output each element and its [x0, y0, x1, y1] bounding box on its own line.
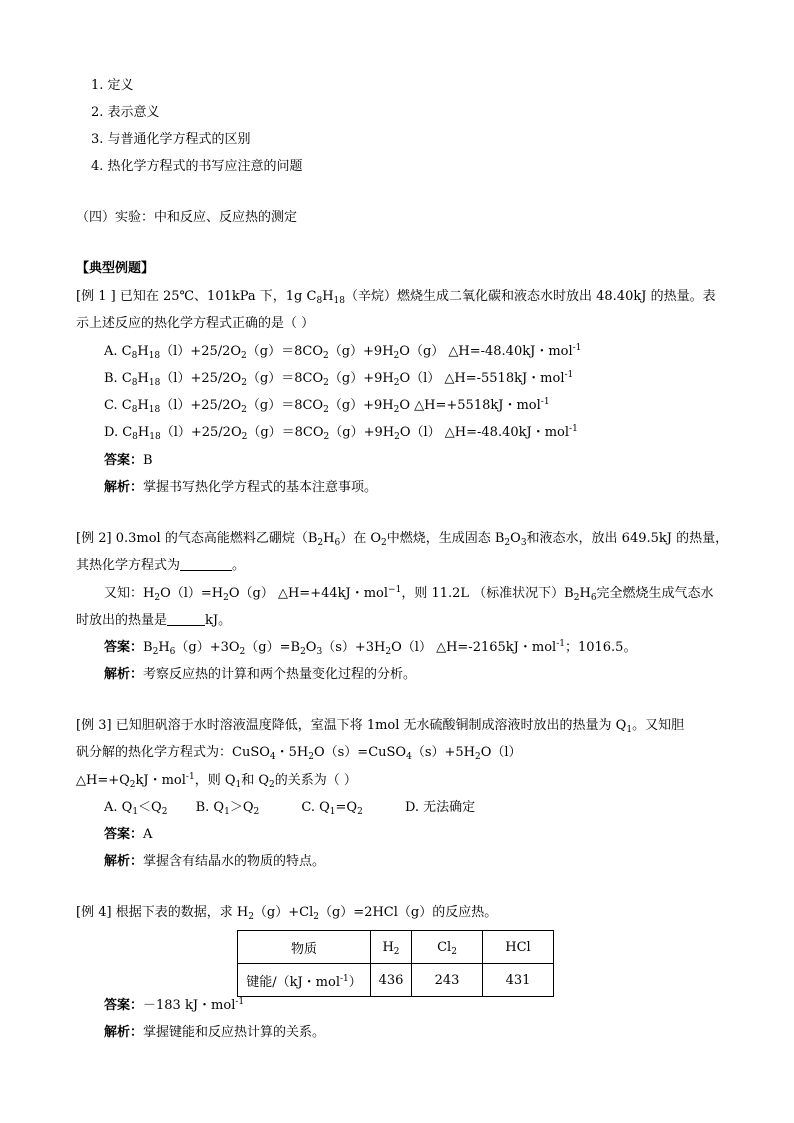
ex2-answer: 答案：$B_2H_6(g)+3O_2(g)=B_2O_3(s)+3H_2O(l)$ △H=-2165kJ・mol$^{-1}$；1016.5。 — [104, 639, 637, 657]
ex3-question-line1: [例 3] 已知胆矾溶于水时溶液温度降低，室温下将 1mol 无水硫酸铜制成溶液时放出的热量为 $Q_1$。又知胆 — [76, 718, 685, 735]
ex2-known: 又知：$H_2O(l)=H_2O(g)$ △H=+44kJ・mol$^{-1}$，则 11.2L （标准状况下）$B_2H_6$完全燃烧生成气态水 — [104, 585, 714, 603]
ex4-answer: 答案：－183 kJ・mol$^{-1}$ — [104, 997, 245, 1013]
bond-energy-table — [237, 930, 554, 997]
ex1-option-b: B. $C_8H_{18}(l)+25/2O_2(g)=8CO_2(g)+9H_2O(l)$ △H=-5518kJ・mol$^{-1}$ — [104, 370, 574, 388]
table-row-label: 键能/（kJ・mol$^{-1}$） — [238, 964, 371, 997]
table-cell-h2: 436 — [371, 964, 412, 997]
section-heading: （四）实验：中和反应、反应热的测定 — [76, 210, 298, 225]
ex1-question-line2: 示上述反应的热化学方程式正确的是（ ） — [76, 316, 315, 331]
ex1-option-c: C. $C_8H_{18}(l)+25/2O_2(g)=8CO_2(g)+9H_2O$ △H=+5518kJ・mol$^{-1}$ — [104, 397, 550, 415]
ex1-label: [例 1 ] — [76, 289, 116, 304]
outline-item-4: 4. 热化学方程式的书写应注意的问题 — [91, 159, 303, 174]
table-cell-hcl: 431 — [483, 964, 554, 997]
ex1-text: 已知在 25℃、101kPa 下，1g C — [119, 289, 317, 304]
ex3-options: A. $Q_1<Q_2$ B. $Q_1>Q_2$ C. $Q_1=Q_2$ D. 无法确定 — [104, 800, 476, 817]
answer-blank — [167, 611, 205, 626]
ex1-analysis: 解析：掌握书写热化学方程式的基本注意事项。 — [104, 480, 378, 495]
table-header-h2: $H_2$ — [371, 931, 412, 964]
ex3-analysis: 解析：掌握含有结晶水的物质的特点。 — [104, 854, 326, 869]
ex4-question: [例 4] 根据下表的数据，求 $H_2(g)+Cl_2(g)=2HCl(g)$的反应热。 — [76, 905, 498, 922]
table-cell-cl2: 243 — [412, 964, 483, 997]
ex2-question-line4: 时放出的热量是 kJ。 — [76, 613, 232, 628]
ex3-question-line2: 矾分解的热化学方程式为：CuSO$_4$・$5H_2O(s)=CuSO_4(s)+5H_2O(l)$ — [76, 745, 522, 762]
ex2-analysis: 解析：考察反应热的计算和两个热量变化过程的分析。 — [104, 667, 417, 682]
ex3-answer: 答案：A — [104, 827, 153, 842]
ex2-question-line1: [例 2] 0.3mol 的气态高能燃料乙硼烷$(B_2H_6)$在 $O_2$中燃烧，生成固态 $B_2O_3$和液态水，放出 649.5kJ 的热量， — [76, 531, 729, 548]
ex4-analysis: 解析：掌握键能和反应热计算的关系。 — [104, 1025, 326, 1040]
answer-blank — [180, 556, 232, 571]
outline-item-3: 3. 与普通化学方程式的区别 — [91, 132, 251, 147]
outline-item-2: 2. 表示意义 — [91, 105, 160, 120]
ex1-question-line1: [例 1 ] 已知在 25℃、101kPa 下，1g $C_8H_{18}$（辛烷）燃烧生成二氧化碳和液态水时放出 48.40kJ 的热量。表 — [76, 289, 716, 306]
examples-heading: 【典型例题】 — [76, 261, 155, 276]
table-header-substance: 物质 — [238, 931, 371, 964]
ex1-answer: 答案：B — [104, 453, 153, 468]
table-row — [238, 964, 554, 997]
ex2-question-line2: 其热化学方程式为 。 — [76, 558, 246, 573]
ex1-option-a: A. $C_8H_{18}(l)+25/2O_2(g)=8CO_2(g)+9H_2O(g)$ △H=-48.40kJ・mol$^{-1}$ — [104, 343, 582, 361]
ex1-option-d: D. $C_8H_{18}(l)+25/2O_2(g)=8CO_2(g)+9H_2O(l)$ △H=-48.40kJ・mol$^{-1}$ — [104, 424, 578, 442]
table-header-hcl: HCl — [483, 931, 554, 964]
outline-item-1: 1. 定义 — [91, 78, 134, 93]
ex3-question-line3: $\triangle H=+Q_2kJ$・mol$^{-1}$，则 $Q_1$和 $Q_2$的关系为（ ） — [76, 772, 357, 790]
table-row — [238, 931, 554, 964]
table-header-cl2: $Cl_2$ — [412, 931, 483, 964]
